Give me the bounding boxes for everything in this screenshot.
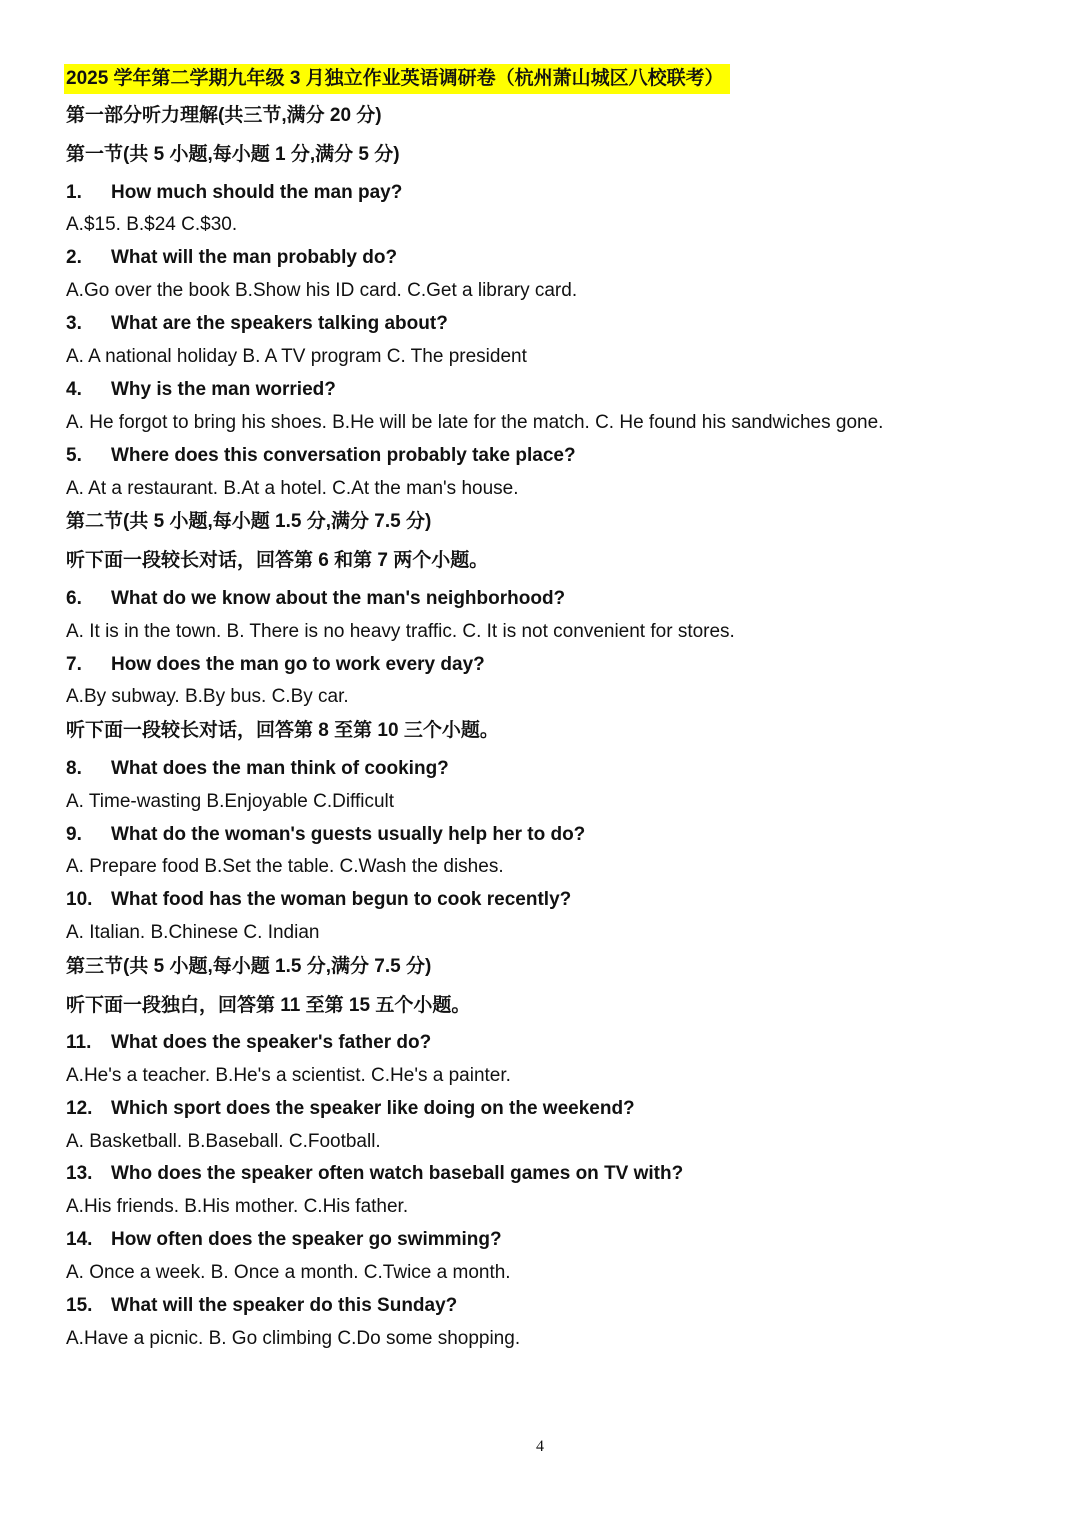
question-2 xyxy=(66,246,397,270)
question-text: What does the speaker's father do? xyxy=(111,1032,432,1053)
question-number: 13. xyxy=(66,1163,93,1184)
question-7 xyxy=(66,653,485,677)
exam-title: 2025 学年第二学期九年级 3 月独立作业英语调研卷（杭州萧山城区八校联考） xyxy=(64,64,730,94)
question-9 xyxy=(66,823,585,847)
question-7-options: A.By subway. B.By bus. C.By car. xyxy=(66,686,349,707)
question-15 xyxy=(66,1294,457,1318)
question-14 xyxy=(66,1228,502,1252)
question-1 xyxy=(66,181,402,205)
question-number: 4. xyxy=(66,379,82,400)
question-8 xyxy=(66,757,449,781)
question-4-options: A. He forgot to bring his shoes. B.He will be late for the match. C. He found his sandwiches gone. xyxy=(66,412,884,433)
question-13-options: A.His friends. B.His mother. C.His father. xyxy=(66,1196,409,1217)
question-text: What food has the woman begun to cook recently? xyxy=(111,889,572,910)
question-4 xyxy=(66,378,336,402)
question-text: What are the speakers talking about? xyxy=(111,313,448,334)
question-15-options: A.Have a picnic. B. Go climbing C.Do some shopping. xyxy=(66,1328,521,1349)
question-number: 11. xyxy=(66,1032,92,1053)
question-5-options: A. At a restaurant. B.At a hotel. C.At the man's house. xyxy=(66,478,519,499)
question-6 xyxy=(66,587,565,611)
question-number: 3. xyxy=(66,313,82,334)
question-text: What do the woman's guests usually help her to do? xyxy=(111,824,586,845)
section2-instruction-b: 听下面一段较长对话，回答第 8 至第 10 三个小题。 xyxy=(66,720,499,741)
question-text: How much should the man pay? xyxy=(111,182,403,203)
question-13 xyxy=(66,1162,683,1186)
question-5 xyxy=(66,444,576,468)
section2-heading: 第二节(共 5 小题,每小题 1.5 分,满分 7.5 分) xyxy=(66,511,432,532)
part1-heading: 第一部分听力理解(共三节,满分 20 分) xyxy=(66,105,382,126)
question-11 xyxy=(66,1031,431,1055)
question-number: 8. xyxy=(66,758,82,779)
question-9-options: A. Prepare food B.Set the table. C.Wash the dishes. xyxy=(66,856,504,877)
question-text: How does the man go to work every day? xyxy=(111,654,485,675)
question-number: 7. xyxy=(66,654,82,675)
question-14-options: A. Once a week. B. Once a month. C.Twice a month. xyxy=(66,1262,511,1283)
question-text: Who does the speaker often watch baseball games on TV with? xyxy=(111,1163,684,1184)
question-number: 2. xyxy=(66,247,82,268)
question-12-options: A. Basketball. B.Baseball. C.Football. xyxy=(66,1131,381,1152)
section3-heading: 第三节(共 5 小题,每小题 1.5 分,满分 7.5 分) xyxy=(66,956,432,977)
question-12 xyxy=(66,1097,635,1121)
section2-instruction-a: 听下面一段较长对话，回答第 6 和第 7 两个小题。 xyxy=(66,550,489,571)
question-2-options: A.Go over the book B.Show his ID card. C.Get a library card. xyxy=(66,280,578,301)
question-8-options: A. Time-wasting B.Enjoyable C.Difficult xyxy=(66,791,395,812)
question-text: What does the man think of cooking? xyxy=(111,758,449,779)
question-text: Which sport does the speaker like doing on the weekend? xyxy=(111,1098,635,1119)
question-number: 14. xyxy=(66,1229,93,1250)
question-text: What will the man probably do? xyxy=(111,247,398,268)
page-number: 4 xyxy=(536,1438,544,1455)
question-text: Why is the man worried? xyxy=(111,379,336,400)
section1-heading: 第一节(共 5 小题,每小题 1 分,满分 5 分) xyxy=(66,144,400,165)
question-text: Where does this conversation probably take place? xyxy=(111,445,576,466)
question-text: How often does the speaker go swimming? xyxy=(111,1229,502,1250)
question-number: 15. xyxy=(66,1295,93,1316)
question-text: What will the speaker do this Sunday? xyxy=(111,1295,458,1316)
question-3 xyxy=(66,312,448,336)
question-number: 6. xyxy=(66,588,82,609)
question-number: 10. xyxy=(66,889,93,910)
question-number: 9. xyxy=(66,824,82,845)
question-number: 5. xyxy=(66,445,82,466)
question-text: What do we know about the man's neighborhood? xyxy=(111,588,566,609)
question-10 xyxy=(66,888,571,912)
section3-instruction: 听下面一段独白，回答第 11 至第 15 五个小题。 xyxy=(66,995,471,1016)
question-3-options: A. A national holiday B. A TV program C. The president xyxy=(66,346,527,367)
question-11-options: A.He's a teacher. B.He's a scientist. C.He's a painter. xyxy=(66,1065,511,1086)
question-number: 1. xyxy=(66,182,82,203)
question-6-options: A. It is in the town. B. There is no heavy traffic. C. It is not convenient for stores. xyxy=(66,621,735,642)
question-1-options: A.$15. B.$24 C.$30. xyxy=(66,214,238,235)
question-10-options: A. Italian. B.Chinese C. Indian xyxy=(66,922,320,943)
question-number: 12. xyxy=(66,1098,93,1119)
